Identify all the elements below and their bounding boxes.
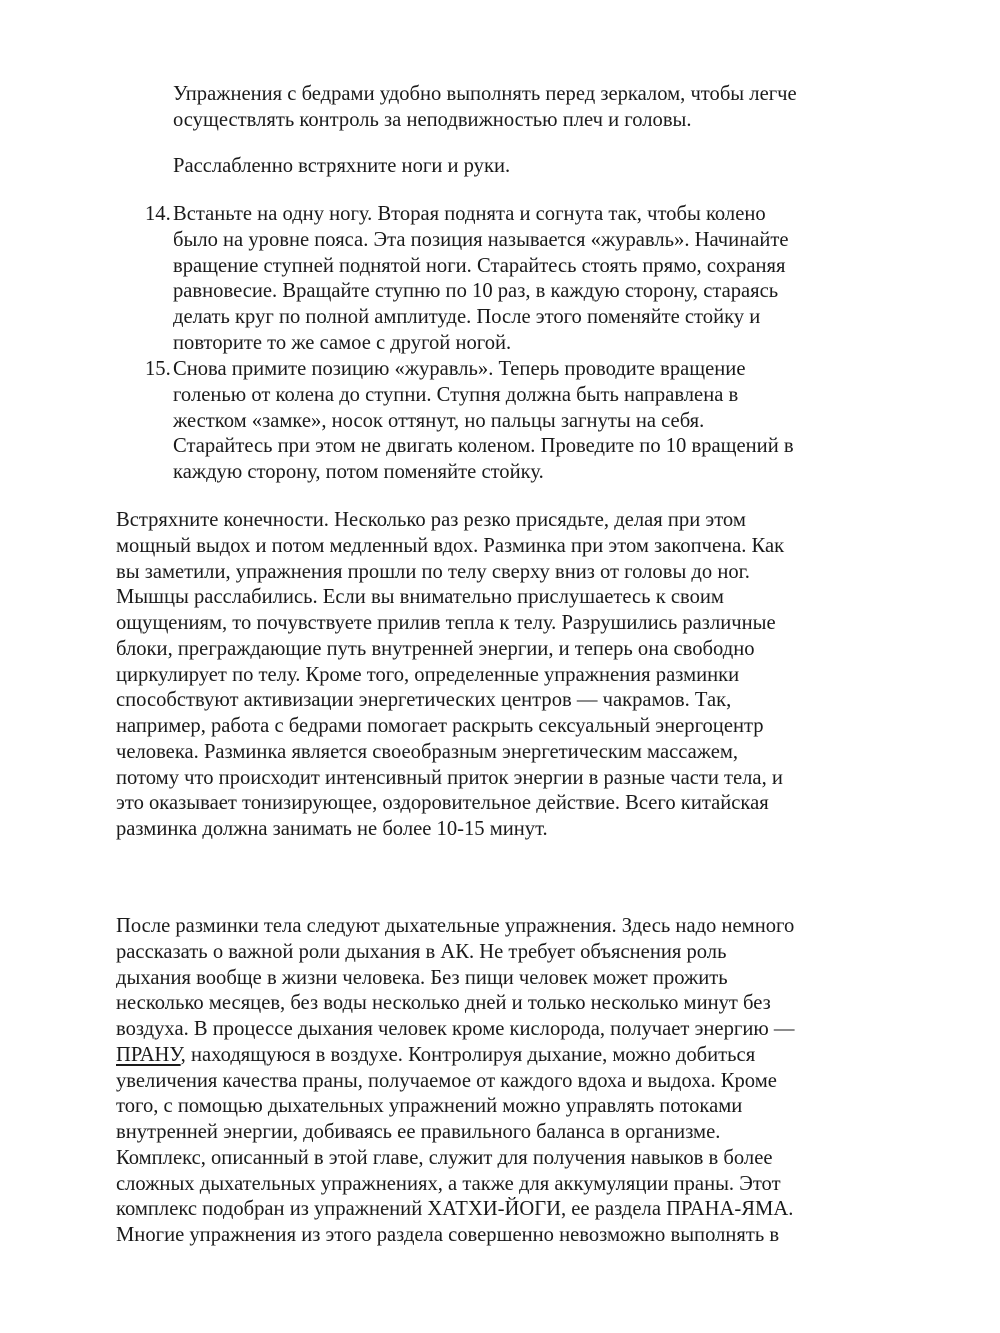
text-line: циркулирует по телу. Кроме того, определенные упражнения разминки [116,663,740,686]
text-line: было на уровне пояса. Эта позиция называется «журавль». Начинайте [173,228,789,251]
text-line: рассказать о важной роли дыхания в АК. Не требует объяснения роль [116,940,727,963]
text-line: воздуха. В процессе дыхания человек кроме кислорода, получает энергию — [116,1018,795,1040]
list-number: 15. [145,358,171,380]
list-item-14 [145,202,789,357]
text-line: блоки, преграждающие путь внутренней энергии, и теперь она свободно [116,637,755,660]
text-line: равновесие. Вращайте ступню по 10 раз, в каждую сторону, стараясь [173,280,779,303]
text-line: Упражнения с бедрами удобно выполнять перед зеркалом, чтобы легче [173,83,797,105]
text-line: того, с помощью дыхательных упражнений можно управлять потоками [116,1095,743,1118]
text-line-with-link [116,1043,794,1069]
text-line: потому что происходит интенсивный приток энергии в разные части тела, и [116,766,783,789]
text-line: несколько месяцев, без воды несколько дней и только несколько минут без [116,992,771,1015]
list-number: 14. [145,203,171,225]
text-line: вращение ступней поднятой ноги. Старайтесь стоять прямо, сохраняя [173,254,786,277]
text-line: сложных дыхательных упражнениях, а также для аккумуляции праны. Этот [116,1172,781,1195]
text-line: осуществлять контроль за неподвижностью плеч и головы. [173,108,692,131]
text-line: вы заметили, упражнения прошли по телу сверху вниз от головы до ног. [116,560,750,583]
text-line: разминка должна занимать не более 10-15 минут. [116,818,548,840]
text-line: Снова примите позицию «журавль». Теперь проводите вращение [173,358,746,380]
text-fragment: , находящуюся в воздухе. Контролируя дыхание, можно добиться [180,1043,756,1066]
text-line: повторите то же самое с другой ногой. [173,331,512,354]
paragraph-shake [173,154,510,180]
text-line: Встаньте на одну ногу. Вторая поднята и согнута так, чтобы колено [173,203,766,225]
text-line: человека. Разминка является своеобразным энергетическим массажем, [116,740,739,763]
text-line: внутренней энергии, добиваясь ее правильного баланса в организме. [116,1121,721,1143]
text-line: это оказывает тонизирующее, оздоровительное действие. Всего китайская [116,792,769,815]
paragraph-breathing [116,914,794,1249]
text-line: дыхания вообще в жизни человека. Без пищи человек может прожить [116,966,728,989]
text-line: ощущениям, то почувствуете прилив тепла к телу. Разрушились различные [116,612,776,634]
text-line: После разминки тела следуют дыхательные упражнения. Здесь надо немного [116,915,795,937]
text-line: Мышцы расслабились. Если вы внимательно прислушаетесь к своим [116,586,724,609]
list-item-15 [145,357,794,486]
text-line: Расслабленно встряхните ноги и руки. [173,155,511,177]
text-line: Старайтесь при этом не двигать коленом. Проведите по 10 вращений в [173,435,794,458]
text-line: Многие упражнения из этого раздела совершенно невозможно выполнять в [116,1224,780,1246]
paragraph-warmup-summary [116,508,784,843]
text-line: Комплекс, описанный в этой главе, служит для получения навыков в более [116,1146,773,1169]
text-line: Встряхните конечности. Несколько раз резко присядьте, делая при этом [116,509,746,531]
text-line: каждую сторону, потом поменяйте стойку. [173,461,544,483]
text-line: жестком «замке», носок оттянут, но пальцы загнуты на себя. [173,409,705,432]
text-line: мощный выдох и потом медленный вдох. Разминка при этом закопчена. Как [116,534,785,557]
text-line: делать круг по полной амплитуде. После этого поменяйте стойку и [173,306,761,328]
text-line: увеличения качества праны, получаемое от каждого вдоха и выдоха. Кроме [116,1069,777,1092]
text-line: способствуют активизации энергетических центров — чакрамов. Так, [116,689,732,712]
text-line: комплекс подобран из упражнений ХАТХИ-ЙОГИ, ее раздела ПРАНА-ЯМА. [116,1198,794,1221]
prana-link[interactable]: ПРАНУ [116,1043,181,1066]
text-line: голенью от колена до ступни. Ступня должна быть направлена в [173,383,739,406]
text-line: например, работа с бедрами помогает раскрыть сексуальный энергоцентр [116,715,764,737]
paragraph-hips-note [173,82,797,134]
